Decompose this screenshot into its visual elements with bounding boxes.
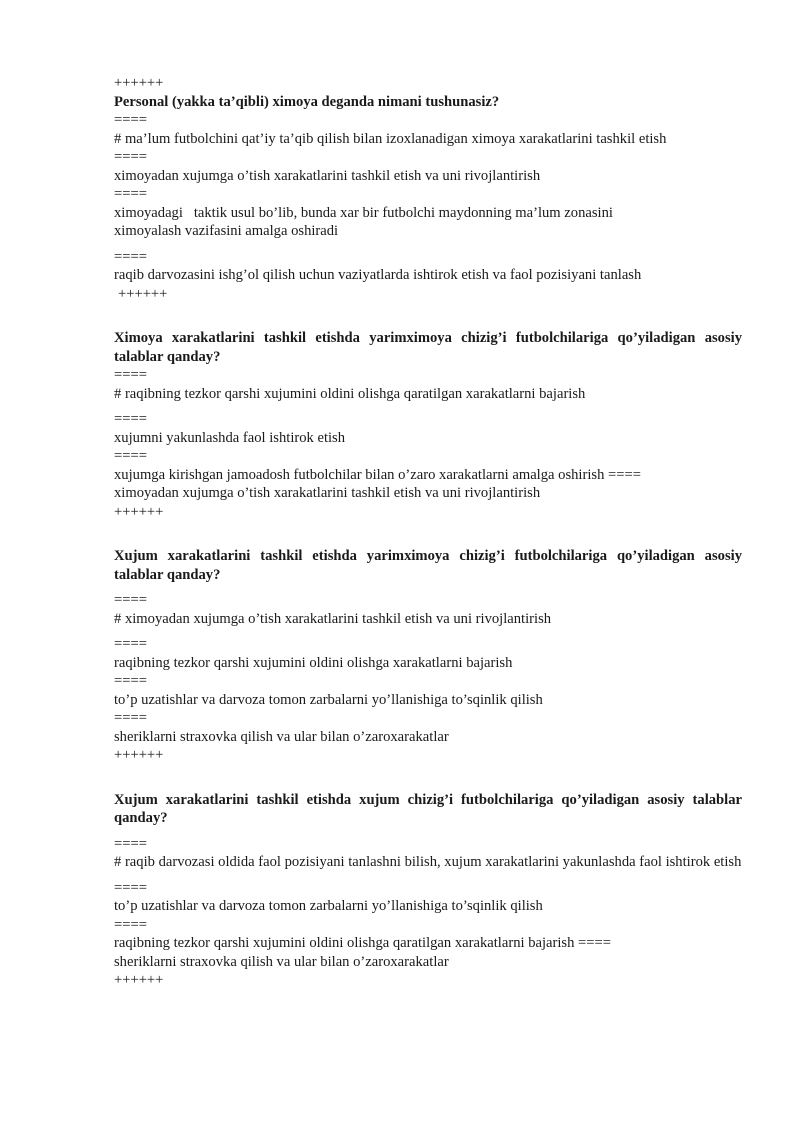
- correct-answer: # raqibning tezkor qarshi xujumini oldini olishga qaratilgan xarakatlarni bajarish: [114, 385, 586, 402]
- option-separator: ====: [114, 149, 147, 165]
- option-separator: ====: [114, 186, 147, 202]
- option-separator: ====: [114, 879, 147, 896]
- question-title: Xujum xarakatlarini tashkil etishda xujum chizig’i futbolchilariga qo’yiladigan asosiy talablar qanday?: [114, 791, 742, 826]
- answer-option: sheriklarni straxovka qilish va ular bilan o’zaroxarakatlar: [114, 728, 449, 745]
- option-separator: ====: [114, 673, 147, 689]
- option-separator: ====: [114, 448, 147, 464]
- answer-option-continued: ximoyalash vazifasini amalga oshiradi: [114, 223, 339, 239]
- option-separator: ====: [114, 835, 147, 852]
- option-separator: ====: [114, 636, 147, 652]
- document-page: [114, 74, 742, 990]
- question-title: Xujum xarakatlarini tashkil etishda yarimximoya chizig’i futbolchilariga qo’yiladigan asosiy talablar qanday?: [114, 548, 742, 583]
- option-separator: ====: [114, 367, 147, 383]
- block-separator: ++++++: [114, 972, 164, 988]
- correct-answer: # ma’lum futbolchini qat’iy ta’qib qilish bilan izoxlanadigan ximoya xarakatlarini tashkil etish: [114, 130, 667, 147]
- correct-answer: # raqib darvozasi oldida faol pozisiyani tanlashni bilish, xujum xarakatlarini yakunlashda faol ishtirok etish: [114, 854, 742, 870]
- question-title: Ximoya xarakatlarini tashkil etishda yarimximoya chizig’i futbolchilariga qo’yiladigan asosiy talablar qanday?: [114, 330, 742, 365]
- answer-option: xujumni yakunlashda faol ishtirok etish: [114, 429, 346, 446]
- answer-option: to’p uzatishlar va darvoza tomon zarbalarni yo’llanishiga to’sqinlik qilish: [114, 691, 543, 708]
- answer-option: raqibning tezkor qarshi xujumini oldini olishga xarakatlarni bajarish: [114, 654, 513, 671]
- answer-option: ximoyadan xujumga o’tish xarakatlarini tashkil etish va uni rivojlantirish: [114, 167, 541, 184]
- option-separator: ====: [114, 916, 147, 933]
- answer-option: raqibning tezkor qarshi xujumini oldini olishga qaratilgan xarakatlarni bajarish ====: [114, 935, 611, 951]
- question-block-4: [114, 791, 742, 990]
- answer-option: ximoyadan xujumga o’tish xarakatlarini tashkil etish va uni rivojlantirish: [114, 485, 541, 501]
- question-block-3: [114, 547, 742, 765]
- answer-option: xujumga kirishgan jamoadosh futbolchilar bilan o’zaro xarakatlarni amalga oshirish ====: [114, 466, 641, 483]
- block-separator: ++++++: [118, 285, 168, 302]
- block-separator: ++++++: [114, 75, 164, 91]
- option-separator: ====: [114, 411, 147, 427]
- question-block-2: [114, 329, 742, 521]
- option-separator: ====: [114, 710, 147, 726]
- option-separator: ====: [114, 112, 147, 128]
- option-separator: ====: [114, 592, 147, 608]
- answer-option: sheriklarni straxovka qilish va ular bilan o’zaroxarakatlar: [114, 953, 449, 970]
- answer-option: raqib darvozasini ishg’ol qilish uchun vaziyatlarda ishtirok etish va faol pozisiyani tanlash: [114, 267, 642, 283]
- question-title: Personal (yakka ta’qibli) ximoya deganda nimani tushunasiz?: [114, 93, 500, 110]
- question-block-1: [114, 74, 742, 303]
- block-separator: ++++++: [114, 503, 164, 520]
- option-separator: ====: [114, 248, 147, 265]
- block-separator: ++++++: [114, 747, 164, 763]
- answer-option: to’p uzatishlar va darvoza tomon zarbalarni yo’llanishiga to’sqinlik qilish: [114, 898, 543, 914]
- answer-option: ximoyadagi taktik usul bo’lib, bunda xar bir futbolchi maydonning ma’lum zonasini: [114, 204, 613, 221]
- correct-answer: # ximoyadan xujumga o’tish xarakatlarini tashkil etish va uni rivojlantirish: [114, 610, 552, 627]
